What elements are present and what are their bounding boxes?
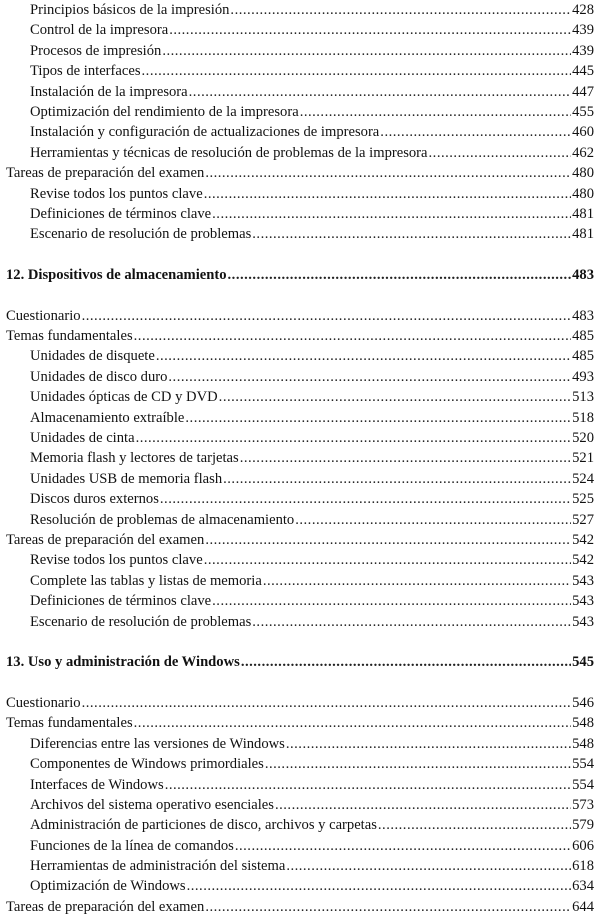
toc-entry-title: Optimización de Windows — [30, 878, 186, 895]
dot-leader — [82, 306, 571, 326]
toc-entry-title: Tareas de preparación del examen — [6, 898, 205, 915]
toc-subsection-entry — [0, 428, 600, 448]
dot-leader — [380, 122, 571, 142]
toc-entry-page-number: 513 — [572, 389, 594, 406]
toc-subsection-entry — [0, 102, 600, 122]
toc-entry-page-number: 644 — [572, 898, 594, 915]
toc-entry-title: Complete las tablas y listas de memoria — [30, 572, 262, 589]
toc-entry-title: Tareas de preparación del examen — [6, 531, 205, 548]
toc-entry-page-number: 579 — [572, 817, 594, 834]
toc-entry-page-number: 573 — [572, 796, 594, 813]
toc-entry-page-number: 543 — [572, 572, 594, 589]
toc-entry-page-number: 493 — [572, 368, 594, 385]
toc-subsection-entry — [0, 795, 600, 815]
toc-entry-title: Unidades USB de memoria flash — [30, 470, 223, 487]
toc-entry-title: Instalación de la impresora — [30, 83, 188, 100]
toc-section-entry — [0, 897, 600, 917]
toc-subsection-entry — [0, 0, 600, 20]
toc-subsection-entry — [0, 754, 600, 774]
toc-entry-page-number: 485 — [572, 348, 594, 365]
dot-leader — [185, 408, 571, 428]
toc-entry-title: Funciones de la línea de comandos — [30, 837, 234, 854]
toc-subsection-entry — [0, 815, 600, 835]
toc-section-entry — [0, 306, 600, 326]
toc-entry-title: Administración de particiones de disco, archivos y carpetas — [30, 817, 377, 834]
toc-entry-page-number: 618 — [572, 858, 594, 875]
dot-leader — [204, 550, 571, 570]
dot-leader — [162, 41, 571, 61]
toc-entry-page-number: 518 — [572, 409, 594, 426]
toc-entry-page-number: 554 — [572, 776, 594, 793]
toc-subsection-entry — [0, 224, 600, 244]
dot-leader — [240, 448, 571, 468]
toc-entry-page-number: 480 — [572, 185, 594, 202]
toc-entry-page-number: 542 — [572, 552, 594, 569]
toc-entry-title: Revise todos los puntos clave — [30, 552, 203, 569]
toc-entry-title: Escenario de resolución de problemas — [30, 226, 252, 243]
dot-leader — [252, 612, 571, 632]
toc-section-entry — [0, 530, 600, 550]
toc-entry-page-number: 460 — [572, 124, 594, 141]
toc-section-entry — [0, 713, 600, 733]
toc-section-entry — [0, 163, 600, 183]
toc-entry-page-number: 606 — [572, 837, 594, 854]
toc-subsection-entry — [0, 41, 600, 61]
toc-subsection-entry — [0, 367, 600, 387]
toc-entry-title: Interfaces de Windows — [30, 776, 164, 793]
toc-subsection-entry — [0, 61, 600, 81]
dot-leader — [223, 469, 571, 489]
toc-entry-page-number: 481 — [572, 205, 594, 222]
toc-entry-page-number: 439 — [572, 22, 594, 39]
toc-entry-title: Resolución de problemas de almacenamiento — [30, 511, 295, 528]
toc-entry-page-number: 525 — [572, 491, 594, 508]
dot-leader — [165, 775, 571, 795]
toc-entry-title: Definiciones de términos clave — [30, 205, 212, 222]
toc-subsection-entry — [0, 143, 600, 163]
toc-entry-title: Herramientas y técnicas de resolución de problemas de la impresora — [30, 144, 428, 161]
toc-entry-title: Cuestionario — [6, 694, 81, 711]
toc-subsection-entry — [0, 734, 600, 754]
toc-entry-page-number: 634 — [572, 878, 594, 895]
toc-subsection-entry — [0, 204, 600, 224]
dot-leader — [142, 61, 571, 81]
dot-leader — [136, 428, 571, 448]
toc-entry-page-number: 542 — [572, 531, 594, 548]
toc-entry-title: Optimización del rendimiento de la impresora — [30, 103, 299, 120]
toc-entry-page-number: 520 — [572, 430, 594, 447]
toc-subsection-entry — [0, 550, 600, 570]
toc-entry-page-number: 527 — [572, 511, 594, 528]
toc-entry-page-number: 521 — [572, 450, 594, 467]
toc-entry-page-number: 480 — [572, 165, 594, 182]
dot-leader — [241, 652, 571, 673]
toc-subsection-entry — [0, 591, 600, 611]
dot-leader — [156, 346, 571, 366]
dot-leader — [82, 693, 571, 713]
toc-entry-title: Discos duros externos — [30, 491, 159, 508]
dot-leader — [204, 184, 571, 204]
toc-entry-page-number: 548 — [572, 715, 594, 732]
toc-entry-page-number: 548 — [572, 735, 594, 752]
dot-leader — [429, 143, 571, 163]
dot-leader — [160, 489, 571, 509]
toc-entry-page-number: 554 — [572, 756, 594, 773]
dot-leader — [230, 0, 571, 20]
dot-leader — [134, 713, 571, 733]
toc-entry-title: Escenario de resolución de problemas — [30, 613, 252, 630]
toc-subsection-entry — [0, 876, 600, 896]
toc-entry-page-number: 524 — [572, 470, 594, 487]
toc-entry-title: Cuestionario — [6, 307, 81, 324]
toc-subsection-entry — [0, 122, 600, 142]
toc-section-entry — [0, 693, 600, 713]
toc-entry-page-number: 543 — [572, 593, 594, 610]
toc-chapter-heading — [0, 652, 600, 673]
toc-entry-page-number: 447 — [572, 83, 594, 100]
toc-subsection-entry — [0, 184, 600, 204]
toc-entry-page-number: 546 — [572, 694, 594, 711]
toc-entry-page-number: 481 — [572, 226, 594, 243]
toc-entry-title: Tareas de preparación del examen — [6, 165, 205, 182]
toc-entry-title: Memoria flash y lectores de tarjetas — [30, 450, 239, 467]
dot-leader — [205, 530, 571, 550]
toc-entry-page-number: 428 — [572, 2, 594, 18]
dot-leader — [263, 571, 571, 591]
toc-entry-title: Temas fundamentales — [6, 715, 133, 732]
toc-entry-title: Definiciones de términos clave — [30, 593, 212, 610]
toc-entry-page-number: 439 — [572, 42, 594, 59]
toc-entry-title: Archivos del sistema operativo esenciales — [30, 796, 274, 813]
toc-entry-title: Instalación y configuración de actualizaciones de impresora — [30, 124, 380, 141]
toc-entry-page-number: 483 — [572, 266, 594, 283]
dot-leader — [169, 20, 571, 40]
dot-leader — [168, 367, 571, 387]
dot-leader — [295, 510, 571, 530]
toc-entry-title: Diferencias entre las versiones de Windows — [30, 735, 285, 752]
dot-leader — [212, 591, 571, 611]
toc-entry-title: Unidades ópticas de CD y DVD — [30, 389, 218, 406]
toc-entry-title: Control de la impresora — [30, 22, 169, 39]
toc-entry-title: 12. Dispositivos de almacenamiento — [6, 266, 227, 283]
toc-section-entry — [0, 326, 600, 346]
toc-entry-title: Temas fundamentales — [6, 328, 133, 345]
dot-leader — [286, 734, 571, 754]
dot-leader — [219, 387, 571, 407]
dot-leader — [205, 163, 571, 183]
toc-entry-page-number: 445 — [572, 63, 594, 80]
toc-subsection-entry — [0, 82, 600, 102]
toc-entry-page-number: 462 — [572, 144, 594, 161]
toc-entry-title: Tipos de interfaces — [30, 63, 141, 80]
dot-leader — [189, 82, 571, 102]
toc-subsection-entry — [0, 387, 600, 407]
toc-subsection-entry — [0, 775, 600, 795]
dot-leader — [134, 326, 571, 346]
toc-entry-title: Almacenamiento extraíble — [30, 409, 185, 426]
dot-leader — [286, 856, 571, 876]
toc-subsection-entry — [0, 408, 600, 428]
toc-entry-title: Unidades de disco duro — [30, 368, 168, 385]
toc-subsection-entry — [0, 612, 600, 632]
toc-entry-page-number: 483 — [572, 307, 594, 324]
dot-leader — [235, 836, 571, 856]
toc-subsection-entry — [0, 856, 600, 876]
toc-subsection-entry — [0, 469, 600, 489]
dot-leader — [252, 224, 571, 244]
toc-subsection-entry — [0, 489, 600, 509]
toc-entry-title: Unidades de disquete — [30, 348, 155, 365]
dot-leader — [205, 897, 571, 917]
toc-entry-page-number: 543 — [572, 613, 594, 630]
toc-subsection-entry — [0, 510, 600, 530]
toc-entry-title: Unidades de cinta — [30, 430, 135, 447]
toc-chapter-heading — [0, 265, 600, 286]
dot-leader — [212, 204, 571, 224]
toc-entry-page-number: 455 — [572, 103, 594, 120]
toc-entry-title: Revise todos los puntos clave — [30, 185, 203, 202]
toc-entry-title: Procesos de impresión — [30, 42, 162, 59]
toc-entry-title: Principios básicos de la impresión — [30, 2, 230, 18]
dot-leader — [275, 795, 571, 815]
toc-entry-title: Componentes de Windows primordiales — [30, 756, 264, 773]
toc-subsection-entry — [0, 571, 600, 591]
dot-leader — [300, 102, 571, 122]
toc-entry-title: 13. Uso y administración de Windows — [6, 653, 240, 670]
dot-leader — [187, 876, 571, 896]
toc-subsection-entry — [0, 836, 600, 856]
toc-entry-title: Herramientas de administración del sistema — [30, 858, 286, 875]
toc-subsection-entry — [0, 448, 600, 468]
toc-subsection-entry — [0, 346, 600, 366]
toc-entry-page-number: 545 — [572, 653, 594, 670]
dot-leader — [228, 265, 571, 286]
toc-entry-page-number: 485 — [572, 328, 594, 345]
toc-subsection-entry — [0, 20, 600, 40]
dot-leader — [265, 754, 571, 774]
dot-leader — [378, 815, 571, 835]
